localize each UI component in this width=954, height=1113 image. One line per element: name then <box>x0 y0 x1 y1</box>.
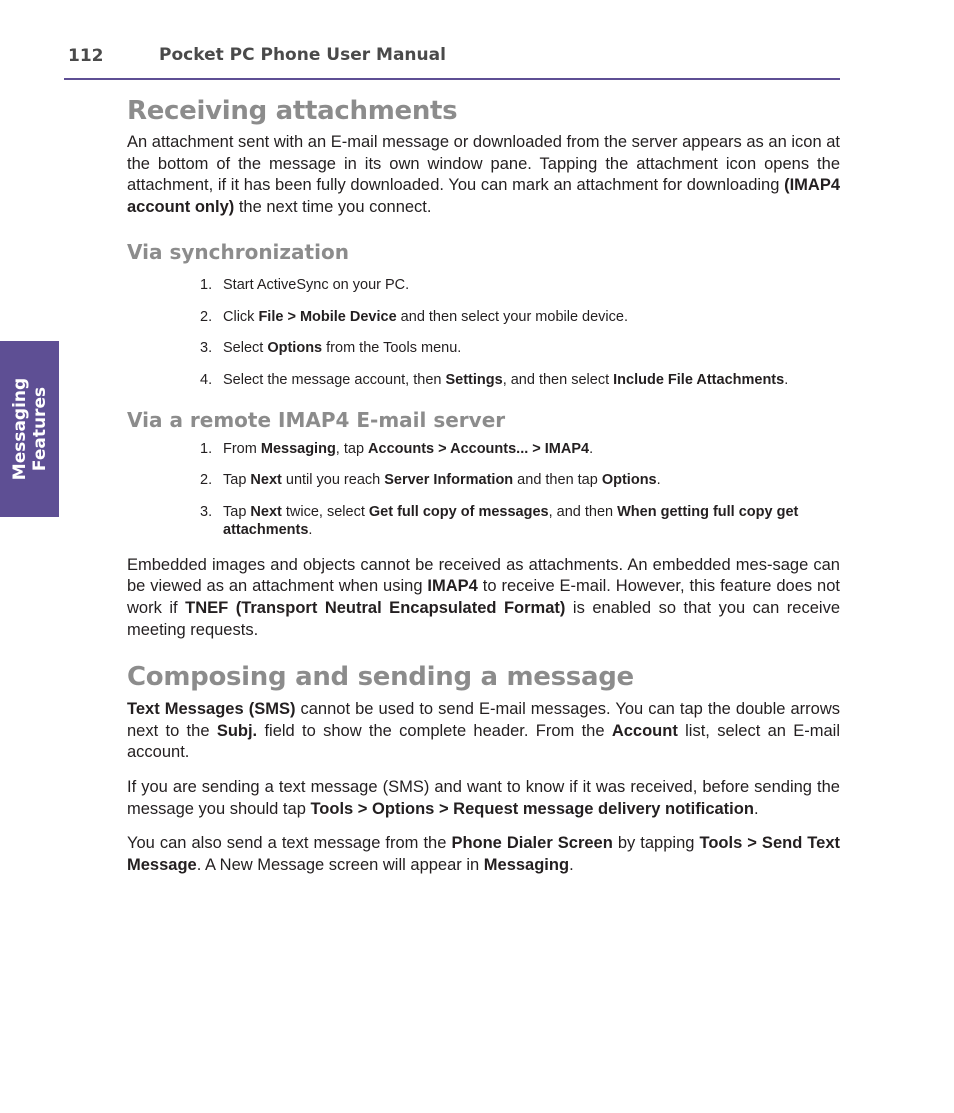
step-text: . <box>308 521 313 538</box>
step-text: and then tap <box>513 472 602 489</box>
composing-paragraph-1 <box>127 699 840 764</box>
list-item <box>200 440 840 458</box>
chapter-side-tab-label <box>10 378 50 480</box>
subsection-title-via-imap4: Via a remote IMAP4 E-mail server <box>127 407 506 432</box>
step-bold: Options <box>267 340 323 357</box>
paragraph-text: Embedded images and objects cannot be received as attachments. An embedded mes-sage can be viewed as an attachment when using <box>127 555 840 596</box>
paragraph-text: . A New Message screen will appear in <box>196 855 484 874</box>
composing-paragraph-3 <box>127 833 840 876</box>
step-text: , tap <box>335 440 369 457</box>
step-number: 2. <box>200 472 213 489</box>
paragraph-bold: Subj. <box>216 721 258 740</box>
step-text: until you reach <box>281 472 385 489</box>
paragraph-bold: Messaging <box>483 855 570 874</box>
step-text: from the Tools menu. <box>322 340 462 357</box>
step-text: . <box>784 371 789 388</box>
step-bold: Accounts > Accounts... > IMAP4 <box>368 440 590 457</box>
side-tab-line-1: Messaging <box>9 377 30 481</box>
step-bold: Get full copy of messages <box>368 503 549 520</box>
step-text: Tap <box>223 472 251 489</box>
paragraph-text: cannot be used to send E-mail messages. You can tap the double arrows next to the <box>127 700 840 740</box>
step-bold: Next <box>250 472 282 489</box>
paragraph-bold: TNEF (Transport Neutral Encapsulated Format) <box>185 599 566 618</box>
list-item <box>200 276 840 294</box>
step-bold: File > Mobile Device <box>258 308 397 325</box>
paragraph-bold: Text Messages (SMS) <box>127 700 296 719</box>
section-title-composing: Composing and sending a message <box>127 662 634 693</box>
step-number: 2. <box>200 308 213 325</box>
step-bold: Options <box>601 472 657 489</box>
list-item <box>200 503 840 539</box>
side-tab-line-2: Features <box>29 386 50 472</box>
step-text: Start ActiveSync on your PC. <box>223 277 410 294</box>
header-divider <box>64 78 840 80</box>
receiving-intro-bold: (IMAP4 account only) <box>127 176 840 216</box>
step-text: twice, select <box>281 503 369 520</box>
step-text: . <box>656 472 661 489</box>
list-item <box>200 471 840 489</box>
paragraph-text: is enabled so that you can receive meeting requests. <box>127 599 840 639</box>
list-item <box>200 308 840 326</box>
step-text: . <box>589 440 594 457</box>
page-number: 112 <box>68 46 104 66</box>
paragraph-text: . <box>569 855 574 874</box>
section-title-receiving-attachments: Receiving attachments <box>127 96 458 126</box>
composing-paragraph-2 <box>127 777 840 820</box>
embedded-images-paragraph <box>127 555 840 641</box>
step-number: 3. <box>200 340 213 357</box>
step-text: Tap <box>223 503 251 520</box>
paragraph-bold: Account <box>611 721 678 740</box>
step-text: and then select your mobile device. <box>396 308 628 325</box>
paragraph-text: . <box>753 799 759 818</box>
receiving-intro-text: An attachment sent with an E-mail message or downloaded from the server appears as an icon at the bottom of the message in its own window pane. Tapping the attachment icon opens the attachment, if it has been fully downloaded. You can mark an attachment for downloading <box>127 133 840 195</box>
chapter-side-tab <box>0 341 59 517</box>
paragraph-text: to receive E-mail. However, this feature does not work if <box>127 577 840 618</box>
list-item <box>200 339 840 357</box>
paragraph-text: list, select an E-mail account. <box>127 721 841 762</box>
receiving-intro-paragraph <box>127 132 840 218</box>
paragraph-text: You can also send a text message from the <box>127 834 452 853</box>
step-bold: Messaging <box>260 440 336 457</box>
step-number: 1. <box>200 277 213 294</box>
page-content <box>127 94 840 876</box>
sync-steps-list <box>127 276 840 389</box>
step-bold: Include File Attachments <box>613 371 785 388</box>
paragraph-bold: IMAP4 <box>427 577 478 596</box>
list-item <box>200 371 840 389</box>
imap-steps-list <box>127 440 840 539</box>
step-text: , and then select <box>502 371 614 388</box>
subsection-title-via-synchronization: Via synchronization <box>127 240 349 265</box>
step-text: , and then <box>548 503 618 520</box>
step-text: From <box>223 440 261 457</box>
step-bold: Settings <box>445 371 503 388</box>
step-text: Select the message account, then <box>223 371 446 388</box>
paragraph-text: by tapping <box>612 834 700 853</box>
paragraph-text: If you are sending a text message (SMS) and want to know if it was received, before sending the message you should tap <box>127 778 840 818</box>
receiving-intro-end: the next time you connect. <box>234 197 432 216</box>
step-number: 4. <box>200 371 213 388</box>
step-number: 1. <box>200 440 213 457</box>
step-text: Click <box>223 308 259 325</box>
paragraph-bold: Phone Dialer Screen <box>451 834 613 853</box>
paragraph-bold: Tools > Options > Request message delivery notification <box>310 799 754 818</box>
step-bold: When getting full copy get attachments <box>223 503 799 538</box>
page-header <box>68 44 840 68</box>
paragraph-text: field to show the complete header. From the <box>257 721 612 740</box>
paragraph-bold: Tools > Send Text Message <box>127 834 841 874</box>
step-number: 3. <box>200 503 213 520</box>
step-text: Select <box>223 340 268 357</box>
step-bold: Server Information <box>384 472 514 489</box>
manual-title: Pocket PC Phone User Manual <box>159 45 446 65</box>
step-bold: Next <box>250 503 282 520</box>
